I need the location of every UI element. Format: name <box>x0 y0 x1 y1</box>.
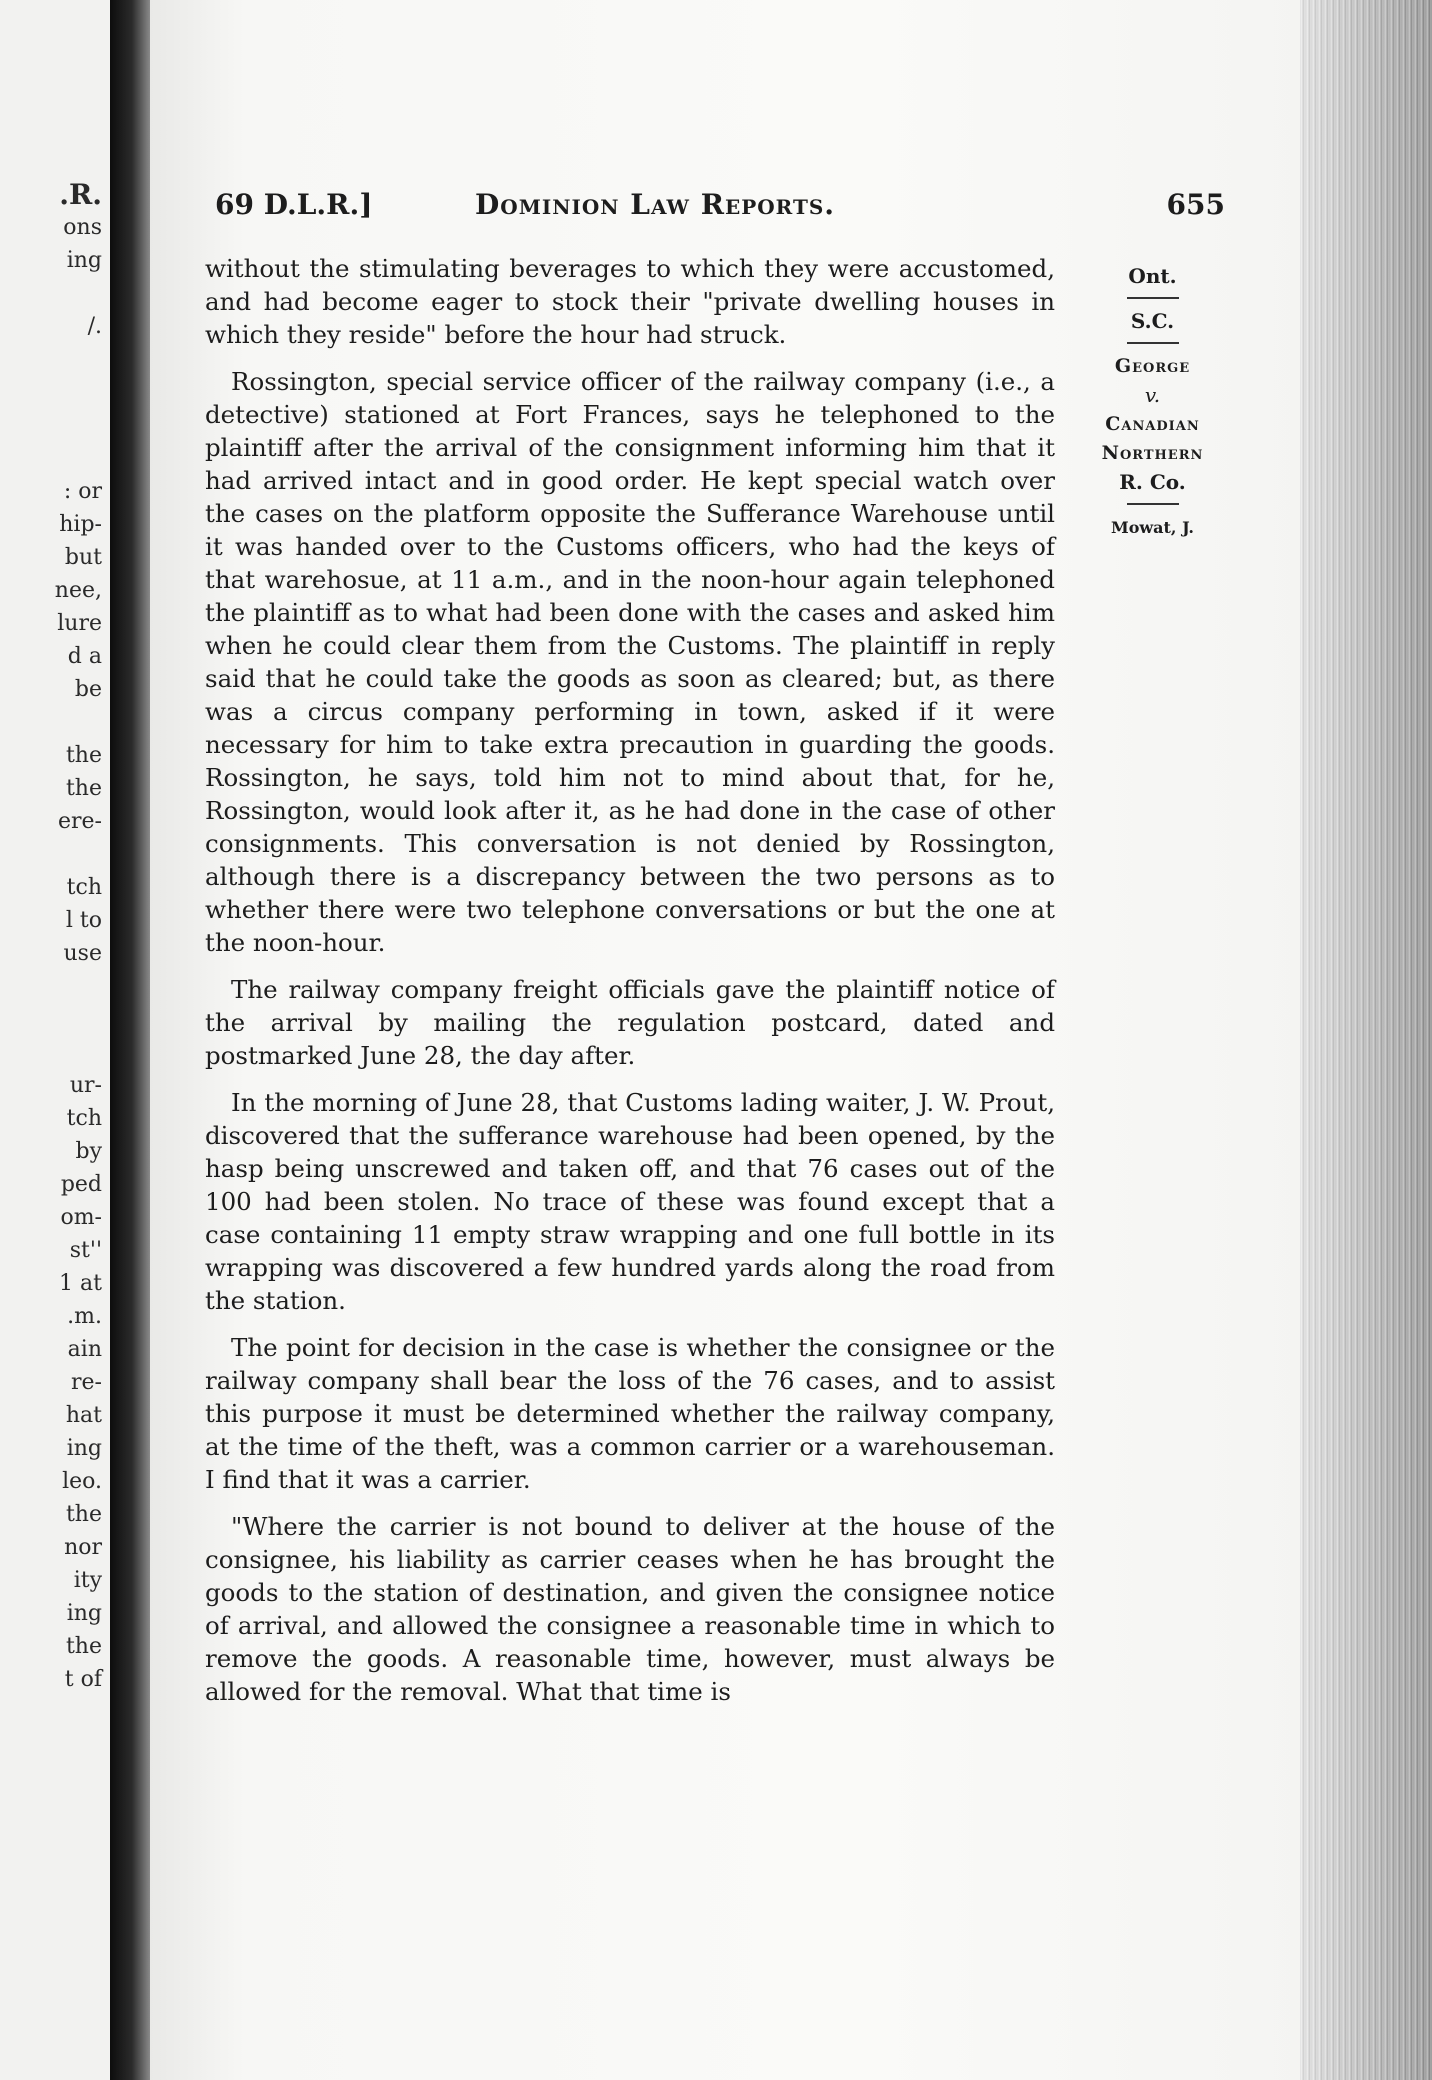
previous-page-fragment <box>0 0 110 2080</box>
previous-page-line <box>2 1036 102 1069</box>
previous-page-line <box>2 277 102 310</box>
paragraph: without the stimulating beverages to which they were accustomed, and had become eager to stock their "private dwelling houses in which they reside" before the hour had struck. <box>205 254 1055 349</box>
judge: Mowat, J. <box>1111 518 1194 537</box>
volume-reference: 69 D.L.R.] <box>215 188 373 221</box>
party-defendant-line-3: R. Co. <box>1119 470 1186 494</box>
previous-page-line: tch <box>66 1106 102 1131</box>
party-defendant-line-1: Canadian <box>1105 413 1200 435</box>
previous-page-line: be <box>74 677 102 702</box>
previous-page-line: om- <box>60 1205 102 1230</box>
previous-page-line: ing <box>66 248 102 273</box>
previous-page-line: by <box>75 1139 102 1164</box>
previous-page-line: st'' <box>69 1238 102 1263</box>
previous-page-line <box>2 409 102 442</box>
previous-page-line: ain <box>67 1337 102 1362</box>
previous-page-line: ur- <box>69 1073 102 1098</box>
previous-page-line: lure <box>57 611 102 636</box>
previous-page-line: .R. <box>59 178 102 211</box>
previous-page-line <box>2 343 102 376</box>
journal-title: Dominion Law Reports. <box>475 188 836 221</box>
previous-page-line <box>2 838 102 871</box>
previous-page-line: /. <box>87 314 102 339</box>
paragraph: In the morning of June 28, that Customs lading waiter, J. W. Prout, discovered that the sufferance warehouse had been opened, by the hasp being unscrewed and taken off, and that 76 cases out of the 100 had been stolen. No trace of these was found except that a case containing 11 empty straw wrapping and one full bottle in its wrapping was discovered a few hundred yards along the road from the station. <box>205 1088 1055 1315</box>
previous-page-line: the <box>65 1634 102 1659</box>
paragraph: "Where the carrier is not bound to deliver at the house of the consignee, his liability as carrier ceases when he has brought the goods to the station of destination, and given the consignee notice of arrival, and allowed the consignee a reasonable time in which to remove the goods. A reasonable time, however, must always be allowed for the removal. What that time is <box>205 1512 1055 1706</box>
previous-page-line: l to <box>65 908 102 933</box>
case-sidenote <box>1085 262 1220 542</box>
previous-page-line: leo. <box>62 1469 102 1494</box>
previous-page-line <box>2 1003 102 1036</box>
previous-page-line: the <box>65 776 102 801</box>
divider <box>1127 297 1179 299</box>
book-gutter <box>110 0 150 2080</box>
previous-page-line: d a <box>67 644 102 669</box>
previous-page-line: ere- <box>58 809 102 834</box>
body-text <box>205 252 1055 1722</box>
party-defendant-line-2: Northern <box>1101 442 1204 464</box>
previous-page-line: ons <box>63 215 102 240</box>
previous-page-line: ity <box>73 1568 102 1593</box>
division: S.C. <box>1130 309 1175 333</box>
previous-page-line: ing <box>66 1436 102 1461</box>
previous-page-line <box>2 376 102 409</box>
paragraph: The point for decision in the case is whether the consignee or the railway company shall bear the loss of the 76 cases, and to assist this purpose it must be determined whether the railway company, at the time of the theft, was a common carrier or a warehouseman. I find that it was a carrier. <box>205 1333 1055 1494</box>
previous-page-line: the <box>65 1502 102 1527</box>
previous-page-line: the <box>65 743 102 768</box>
paragraph: The railway company freight officials gave the plaintiff notice of the arrival by mailing the regulation postcard, dated and postmarked June 28, the day after. <box>205 975 1055 1070</box>
previous-page-line <box>2 442 102 475</box>
previous-page-line: but <box>64 545 102 570</box>
page-number: 655 <box>1166 188 1225 221</box>
previous-page-line: hat <box>65 1403 102 1428</box>
party-plaintiff: George <box>1114 355 1191 377</box>
divider <box>1127 503 1179 505</box>
previous-page-line: use <box>63 941 102 966</box>
court: Ont. <box>1128 264 1177 288</box>
divider <box>1127 342 1179 344</box>
versus: v. <box>1144 383 1161 407</box>
previous-page-line: : or <box>63 479 102 504</box>
previous-page-line <box>2 970 102 1003</box>
previous-page-line: t of <box>64 1667 102 1692</box>
previous-page-line: re- <box>71 1370 102 1395</box>
previous-page-line: ped <box>60 1172 102 1197</box>
running-header <box>215 188 1225 228</box>
previous-page-line: 1 at <box>59 1271 102 1296</box>
previous-page-line <box>2 706 102 739</box>
previous-page-line: nor <box>64 1535 102 1560</box>
previous-page-text <box>2 178 102 1696</box>
previous-page-line: ing <box>66 1601 102 1626</box>
paragraph: Rossington, special service officer of the railway company (i.e., a detective) stationed at Fort Frances, says he telephoned to the plaintiff after the arrival of the consignment informing him that it had arrived intact and in good order. He kept special watch over the cases on the platform opposite the Sufferance Warehouse until it was handed over to the Customs officers, who had the keys of that warehosue, at 11 a.m., and in the noon-hour again telephoned the plaintiff as to what had been done with the cases and asked him when he could clear them from the Customs. The plaintiff in reply said that he could take the goods as soon as cleared; but, as there was a circus company performing in town, asked if it were necessary for him to take extra precaution in guarding the goods. Rossington, he says, told him not to mind about that, for he, Rossington, would look after it, as he had done in the case of other consignments. This conversation is not denied by Rossington, although there is a discrepancy between the two persons as to whether there were two telephone conversations or but the one at the noon-hour. <box>205 367 1055 957</box>
previous-page-line: .m. <box>67 1304 102 1329</box>
previous-page-line: hip- <box>59 512 102 537</box>
previous-page-line: tch <box>66 875 102 900</box>
previous-page-line: nee, <box>54 578 102 603</box>
